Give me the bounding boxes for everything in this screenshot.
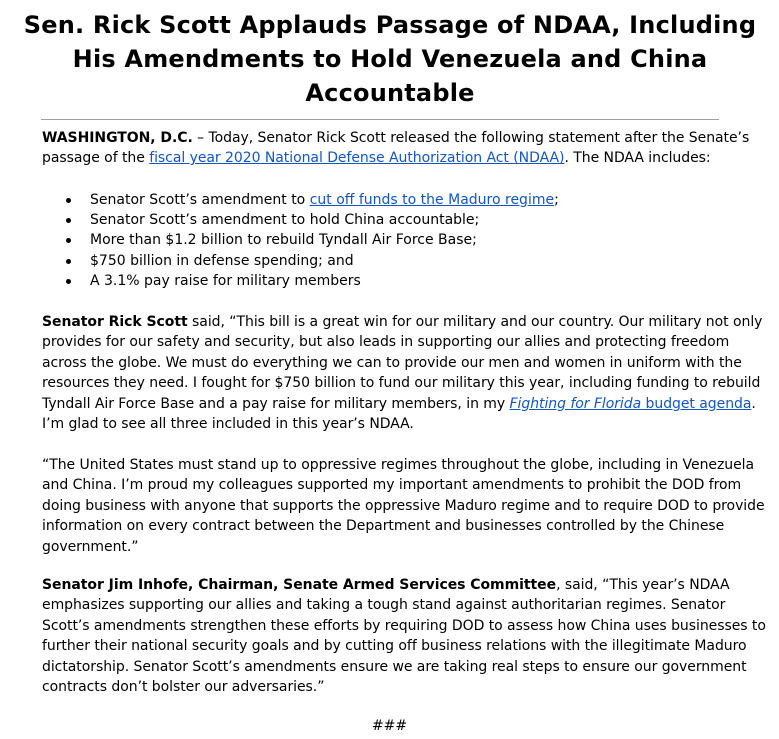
list-item-text: More than $1.2 billion to rebuild Tyndall Air Force Base; xyxy=(90,232,477,249)
list-item-text: A 3.1% pay raise for military members xyxy=(90,272,361,289)
list-item xyxy=(42,210,742,230)
scott-quote-paragraph xyxy=(42,312,770,434)
bullet-icon xyxy=(66,259,71,264)
maduro-funds-link[interactable]: cut off funds to the Maduro regime xyxy=(309,192,555,208)
list-item-text: Senator Scott’s amendment to xyxy=(90,192,310,208)
bullet-icon xyxy=(66,198,71,203)
divider xyxy=(41,119,719,120)
list-item-punct: ; xyxy=(554,192,559,208)
intro-text: – Today, Senator Rick Scott released the following statement after the Senate’s passage of the xyxy=(42,130,750,167)
speaker-name: Senator Rick Scott xyxy=(42,314,188,330)
ndaa-link[interactable]: fiscal year 2020 National Defense Authorization Act (NDAA) xyxy=(149,150,565,167)
bullet-icon xyxy=(66,238,71,243)
quote-text-end: . I’m glad to see all three included in this year’s NDAA. xyxy=(42,395,756,433)
link-rest-text: budget agenda xyxy=(641,395,752,412)
bullet-icon xyxy=(66,279,71,284)
intro-text-end: . The NDAA includes: xyxy=(564,150,711,167)
scott-quote-continued xyxy=(42,455,770,557)
link-italic-text: Fighting for Florida xyxy=(509,395,642,412)
list-item xyxy=(42,251,742,271)
fighting-for-florida-link[interactable] xyxy=(510,396,752,412)
dateline: WASHINGTON, D.C. xyxy=(42,130,193,146)
inhofe-quote-paragraph xyxy=(42,575,770,697)
quote-text: , said, “This year’s NDAA emphasizes supporting our allies and taking a tough stand against authoritarian regimes. Senator Scott’s amendments strengthen these efforts by requiring DOD to assess how China uses businesses to further their national security goals and by cutting off business relations with the illegitimate Maduro dictatorship. Senator Scott’s amendments ensure we are taking real steps to ensure our government contracts don’t bolster our adversaries.” xyxy=(42,577,766,696)
intro-paragraph xyxy=(42,128,770,169)
quote-text: said, “This bill is a great win for our military and our country. Our military not only provides for our safety and security, but also leads in supporting our allies and protecting freedom across the globe. We must do everything we can to provide our men and women in uniform with the resources they need. I fought for $750 billion to fund our military this year, including funding to rebuild Tyndall Air Force Base and a pay raise for military members, in my xyxy=(42,314,763,412)
speaker-name: Senator Jim Inhofe, Chairman, Senate Armed Services Committee xyxy=(42,577,557,593)
end-mark: ### xyxy=(371,718,408,734)
list-item-text: Senator Scott’s amendment to hold China accountable; xyxy=(90,212,480,229)
ndaa-includes-list xyxy=(42,190,742,291)
headline: Sen. Rick Scott Applauds Passage of NDAA, Including His Amendments to Hold Venezuela and China Accountable xyxy=(23,11,757,107)
quote-text: “The United States must stand up to oppressive regimes throughout the globe, including in Venezuela and China. I’m proud my colleagues supported my important amendments to prohibit the DOD from doing business with anyone that supports the oppressive Maduro regime and to require DOD to provide information on every contract between the Department and businesses controlled by the Chinese government.” xyxy=(42,457,765,555)
list-item xyxy=(42,230,742,250)
bullet-icon xyxy=(66,218,71,223)
list-item-text: $750 billion in defense spending; and xyxy=(90,252,354,269)
list-item xyxy=(42,190,742,210)
list-item xyxy=(42,271,742,291)
